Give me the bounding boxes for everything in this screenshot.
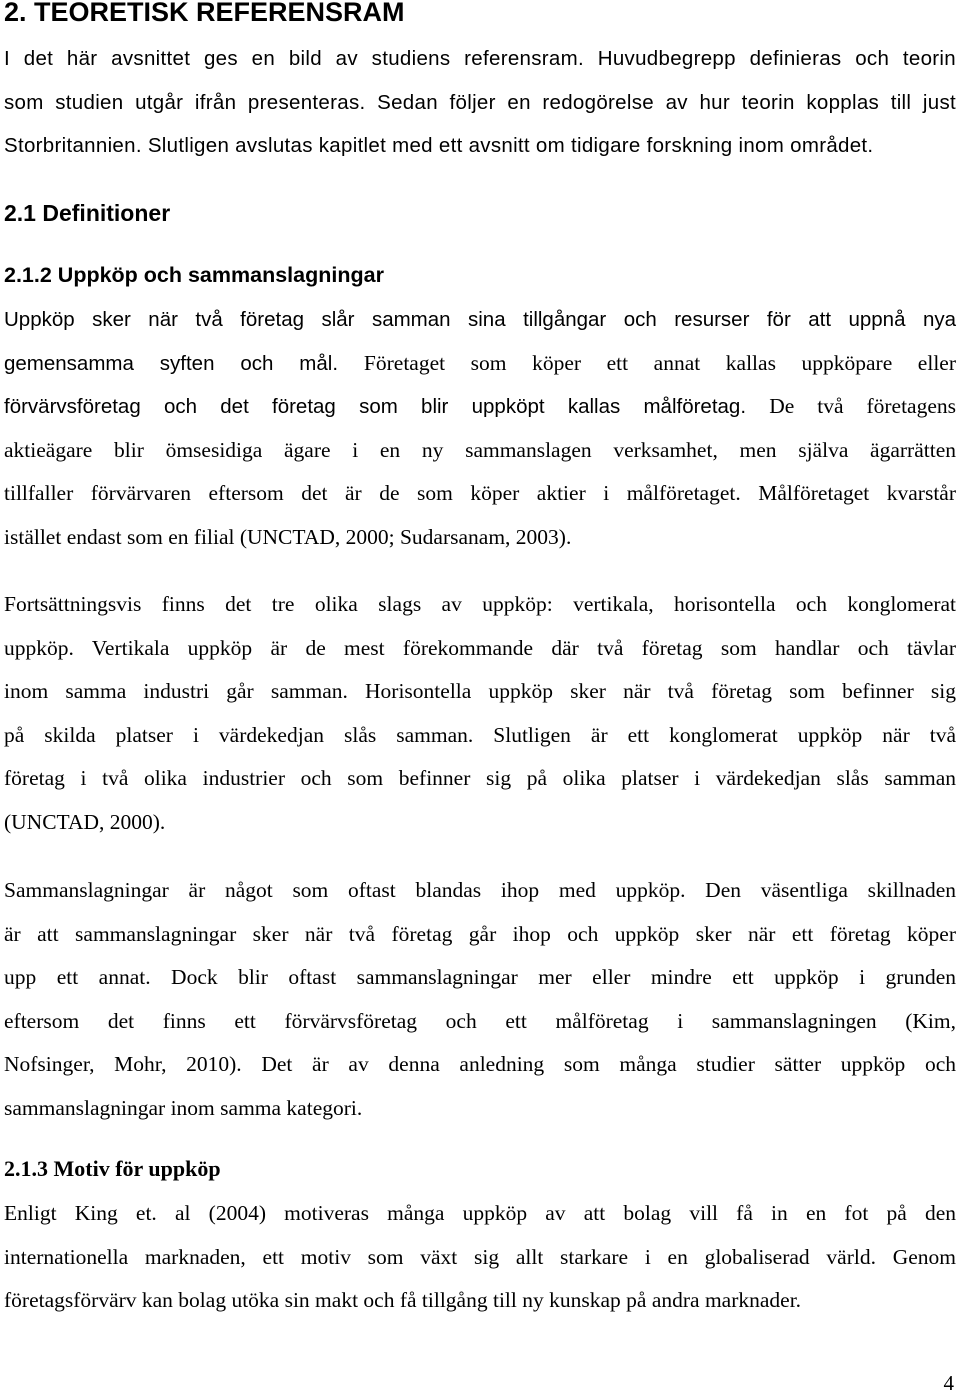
subsection-heading-motiv: 2.1.3 Motiv för uppköp (4, 1156, 221, 1181)
intro-paragraph (4, 37, 956, 168)
text-line: på skilda platser i värdekedjan slås samman. Slutligen är ett konglomerat uppköp när två (4, 722, 956, 747)
text-line: Storbritannien. Slutligen avslutas kapitlet med ett avsnitt om tidigare forskning inom området. (4, 134, 874, 157)
paragraph-motiv (4, 1192, 956, 1323)
text-span: Företaget som köper ett annat kallas uppköpare eller (363, 350, 956, 375)
text-line: är att sammanslagningar sker när två företag går ihop och uppköp sker när ett företag köper (4, 921, 956, 946)
page-number: 4 (943, 1371, 954, 1395)
text-span: gemensamma syften och mål. (4, 351, 339, 375)
text-line: Fortsättningsvis finns det tre olika slags av uppköp: vertikala, horisontella och konglomerat (4, 592, 956, 616)
text-line: inom samma industri går samman. Horisontella uppköp sker när två företag som befinner sig (4, 679, 956, 704)
section-heading-definitioner: 2.1 Definitioner (4, 200, 171, 226)
text-span: förvärvsföretag och det företag som blir uppköpt kallas målföretag. (4, 395, 747, 419)
text-line: (UNCTAD, 2000). (4, 809, 166, 834)
text-line: Nofsinger, Mohr, 2010). Det är av denna anledning som många studier sätter uppköp och (4, 1052, 956, 1077)
text-line: Uppköp sker när två företag slår samman sina tillgångar och resurser för att uppnå nya (4, 308, 956, 331)
text-line: Sammanslagningar är något som oftast blandas ihop med uppköp. Den väsentliga skillnaden (4, 878, 956, 902)
chapter-heading: 2. TEORETISK REFERENSRAM (4, 0, 405, 27)
subsection-heading-uppkop: 2.1.2 Uppköp och sammanslagningar (4, 263, 384, 287)
paragraph-uppkop-types (4, 583, 956, 845)
text-line: företag i två olika industrier och som befinner sig på olika platser i värdekedjan slås samman (4, 766, 956, 791)
paragraph-sammanslagningar (4, 869, 956, 1131)
text-line (4, 342, 956, 386)
text-line: aktieägare blir ömsesidiga ägare i en ny sammanslagen verksamhet, men själva ägarrätten (4, 437, 956, 462)
text-span: De två företagens (769, 394, 957, 419)
text-line: istället endast som en filial (UNCTAD, 2000; Sudarsanam, 2003). (4, 524, 572, 549)
text-line (4, 385, 956, 429)
text-line: internationella marknaden, ett motiv som växt sig allt starkare i en globaliserad värld. Genom (4, 1244, 956, 1269)
text-line: Enligt King et. al (2004) motiveras många uppköp av att bolag vill få in en fot på den (4, 1201, 956, 1225)
text-line: upp ett annat. Dock blir oftast sammanslagningar mer eller mindre ett uppköp i grunden (4, 965, 956, 990)
text-line: sammanslagningar inom samma kategori. (4, 1095, 363, 1120)
text-line: eftersom det finns ett förvärvsföretag och ett målföretag i sammanslagningen (Kim, (4, 1008, 956, 1033)
text-line: uppköp. Vertikala uppköp är de mest förekommande där två företag som handlar och tävlar (4, 635, 956, 660)
text-line: I det här avsnittet ges en bild av studiens referensram. Huvudbegrepp definieras och teorin (4, 47, 956, 70)
paragraph-uppkop-definition (4, 298, 956, 560)
text-line: som studien utgår ifrån presenteras. Sedan följer en redogörelse av hur teorin kopplas till just (4, 90, 956, 114)
text-line: företagsförvärv kan bolag utöka sin makt och få tillgång till ny kunskap på andra marknader. (4, 1288, 802, 1313)
text-line: tillfaller förvärvaren eftersom det är de som köper aktier i målföretaget. Målföretaget kvarstår (4, 481, 956, 506)
